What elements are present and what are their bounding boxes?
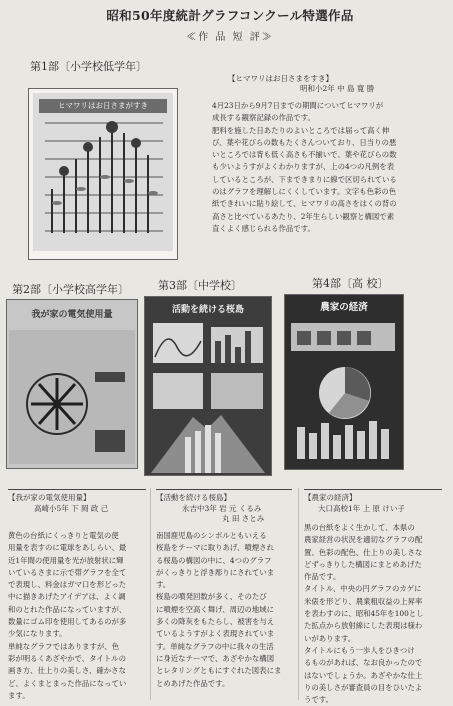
poster-1-title: ヒマワリはお日さまがすき (39, 99, 167, 113)
work-4-line: はないでしょうか。あざやかな仕上 (304, 670, 423, 680)
poster-sakurajima (144, 296, 272, 476)
poster-3-title: 活動を続ける桜島 (171, 305, 244, 315)
work-1-line: いところでは背も低く高さも不揃いで、葉や花びらの数 (212, 150, 397, 160)
work-2-line: 数量にゴム印を使用してあるのが多 (8, 617, 127, 627)
work-3-line: に身近なテーマで、あざやかな構図 (156, 653, 275, 663)
poster-himawari (28, 88, 178, 260)
work-2-line: 画き方、仕上りの美しさ、確かさな (8, 666, 126, 676)
work-2-body (8, 530, 140, 702)
work-4-line: タイトル、中央の円グラフのカゲに (304, 584, 422, 594)
work-4-line: りの美しさが審査員の目をひいたよ (304, 682, 423, 692)
poster-4-graphic (285, 295, 403, 469)
work-2-line: で表現し、料金はガマ口を形どった (8, 580, 127, 590)
work-2-line: 和のとれた作品になっていますが、 (8, 604, 127, 614)
work-4-line: を表わすのに、昭和45年を100とし (304, 609, 424, 619)
work-1-body (212, 100, 437, 235)
work-4-line: るものがあれば、なお良かったので (304, 658, 423, 668)
work-3-line: す。 (156, 580, 171, 590)
poster-2-graphic (7, 300, 137, 468)
work-2-line: 用量を表すのに電球をあしらい、最 (8, 543, 127, 553)
work-1-line: しているところが、下まできまりに線で区切られている (212, 174, 397, 184)
work-3-author-1: 永吉中3年 岩 元 くるみ (182, 504, 262, 513)
work-4-line: 米俵を形どり、農業粗収益の上昇率 (304, 596, 423, 606)
work-1-line: 直くよく感じられる作品です。 (212, 223, 315, 233)
work-4-line: 黒の台紙をよく生かして、本県の (304, 523, 415, 532)
work-1-line: のはグラフを理解しにくくしています。文字も色彩の色 (212, 187, 397, 197)
work-1-line: 肥料を施した日あたりのよいところでは届って高く伸 (212, 125, 390, 135)
work-4-line: いがあります。 (304, 633, 356, 643)
work-3-line: とめあげた作品です。 (156, 678, 230, 688)
work-4-line: うです。 (304, 695, 333, 705)
poster-denki (6, 299, 138, 469)
work-1-line: び、葉や花びらの数もたくさんついており、日当りの悪 (212, 137, 397, 147)
work-2-author: 高崎小5年 下 岡 政 己 (34, 504, 109, 513)
work-1-line: 成長する観察記録の作品です。 (212, 113, 315, 123)
section-3-label: 第3部〔中学校〕 (158, 279, 242, 292)
poster-4-title: 農家の経済 (320, 302, 368, 313)
page-subtitle: ≪作 品 短 評≫ (186, 32, 274, 43)
section-1-label: 第1部〔小学校低学年〕 (30, 60, 147, 73)
work-2-line: ど、よくまとまった作品になってい (8, 678, 127, 688)
work-4-line: どずっきりした構図にまとめあげた (304, 559, 422, 569)
work-3-body (156, 530, 292, 690)
work-3-line: 桜島をテーマに取りあげ、噴煙され (156, 543, 274, 553)
work-2-line: 中に描きあげたアイデアは、よく調 (8, 592, 126, 602)
work-4-author: 大口高校1年 上 原 けい子 (318, 504, 405, 513)
work-3-line: とレタリングともにすぐれた図表にま (156, 666, 282, 676)
work-4-line: 置、色彩の配色、仕上りの美しさな (304, 547, 423, 557)
work-1-line: 4月23日から9月7日までの期間についてヒマワリが (212, 101, 384, 110)
poster-nouka (284, 294, 404, 470)
work-2-line: いているさまに示で帯グラフを全て (8, 567, 127, 577)
work-2-heading: 【我が家の電気使用量】 (8, 489, 146, 503)
work-3-line: ているようすがよく表現されていま (156, 629, 275, 639)
section-4-label: 第4部〔高 校〕 (312, 277, 389, 290)
work-3-line: す。単純なグラフの中に我々の生活 (156, 641, 274, 651)
work-4-heading: 【農家の経済】 (304, 489, 442, 503)
work-3-author-2: 丸 田 さとみ (222, 514, 265, 523)
work-1-line: 高さと比べているあたり、2年生らしい観察と構図で素 (212, 211, 395, 221)
work-3-line: がくっきりと浮き彫りにされていま (156, 567, 275, 577)
page-title: 昭和50年度統計グラフコンクール特選作品 (106, 8, 354, 23)
poster-1-graphic (33, 93, 173, 251)
work-3-line: る桜島の構図の中に、4つのグラフ (156, 555, 272, 565)
work-3-line: に噴煙を空高く舞げ、周辺の地域に (156, 604, 274, 614)
work-2-line: 近1年間の使用量を光が放射状に輝 (8, 555, 124, 565)
section-2-label: 第2部〔小学校高学年〕 (12, 283, 129, 296)
poster-2-title: 我が家の電気使用量 (31, 310, 113, 320)
work-1-line: 紙できれいに貼り絵して、ヒマワリの高さをはくの背の (212, 199, 397, 209)
work-4-body (304, 522, 444, 706)
work-2-line: 彩が明るくあざやかで、タイトルの (8, 653, 126, 663)
work-3-heading: 【活動を続ける桜島】 (156, 489, 292, 503)
work-4-line: 農家経営の状況を適切なグラフの配 (304, 535, 423, 545)
work-4-line: 作品です。 (304, 572, 341, 582)
work-3-line: 桜島の噴発回数が多く、そのたび (156, 592, 267, 602)
work-4-line: タイトルにもう一歩人をひきつけ (304, 645, 415, 655)
work-1-line: も少いようすがよくわかりますが、上の4つの凡例を表 (212, 162, 395, 172)
column-divider (298, 488, 299, 700)
work-1-title: 【ヒマワリはお日さまをすき】 (228, 74, 333, 83)
poster-3-graphic (145, 297, 271, 475)
work-4-line: た拡点から放射線にした表現は様わ (304, 621, 423, 631)
work-2-line: 単純なグラフではありますが、色 (8, 641, 120, 651)
work-3-line: 南国鹿児島のシンボルともいえる (156, 531, 267, 540)
work-1-author: 明和小2年 中 島 寛 勝 (300, 84, 375, 93)
work-3-line: 多くの降灰をもたらし、被害を与え (156, 617, 275, 627)
column-divider (150, 488, 151, 700)
work-2-line: 少気になります。 (8, 629, 67, 639)
work-2-line: ます。 (8, 690, 30, 700)
work-2-line: 黄色の台紙にくっきりと電気の使 (8, 531, 119, 540)
